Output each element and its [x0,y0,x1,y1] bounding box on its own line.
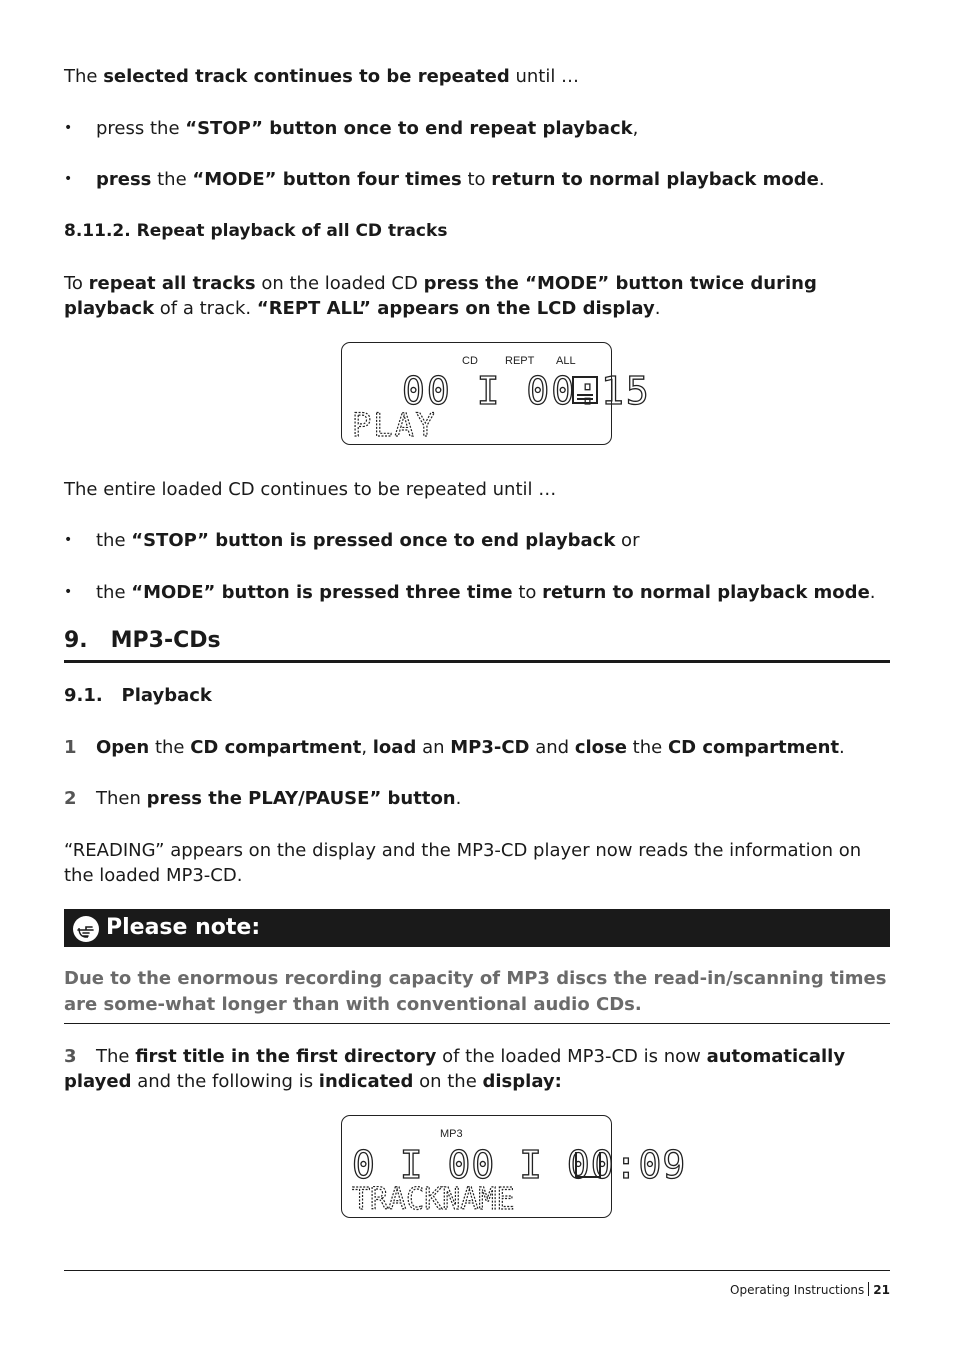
repeat-all-paragraph: To repeat all tracks on the loaded CD press the “MODE” button twice during playback of a track. “REPT ALL” appears on the LCD display. [64,273,817,319]
entire-cd-paragraph: The entire loaded CD continues to be repeated until … [64,479,557,500]
lcd-indicator-all: ALL [556,355,576,367]
lcd-status: TRACKNAME [352,1182,515,1217]
lcd-graphic [342,1116,687,1217]
lcd-indicator-cd: CD [462,355,478,367]
bullet-text: the “MODE” button is pressed three time to return to normal playback mode. [96,582,876,603]
step-text: Then press the PLAY/PAUSE” button. [96,788,462,809]
note-divider [64,1023,890,1024]
footer-separator [868,1282,869,1296]
lcd-display-mp3 [341,1115,687,1218]
bullet-text: press the “STOP” button once to end repeat playback, [96,118,639,139]
step-number: 3 [64,1046,77,1067]
text: until … [509,66,580,87]
bullet-text: the “STOP” button is pressed once to end playback or [96,530,640,551]
bullet-mark: • [64,532,73,548]
footer-divider [64,1270,890,1271]
step-number: 1 [64,737,77,758]
lcd-indicator-rept: REPT [505,355,535,367]
emphasis: selected track continues to be repeated [103,66,510,87]
note-title: Please note: [106,915,261,940]
lcd-graphic [342,343,651,444]
footer-label: Operating Instructions [730,1283,865,1297]
page-number: 21 [873,1283,890,1297]
lcd-indicator-mp3: MP3 [440,1128,463,1140]
lcd-digits: 00 I 00:15 [402,369,651,413]
lcd-digits: 0 I 00 I 00:09 [352,1143,687,1187]
bullet-mark: • [64,171,73,187]
step-number: 2 [64,788,77,809]
note-text: Due to the enormous recording capacity of MP3 discs the read-in/scanning times are some-what longer than with conventional audio CDs. [64,968,887,1015]
section-heading-9 [64,628,890,663]
section-heading-text: 9. MP3-CDs [64,628,221,653]
step-text: The first title in the first directory of the loaded MP3-CD is now automatically played and the following is indicated on the display: [64,1046,846,1092]
step-text: Open the CD compartment, load an MP3-CD and close the CD compartment. [96,737,845,758]
section-heading-8-11-2: 8.11.2. Repeat playback of all CD tracks [64,221,448,241]
bullet-mark: • [64,120,73,136]
lcd-status: PLAY [352,406,438,444]
note-header [64,909,890,947]
bullet-mark: • [64,584,73,600]
section-heading-9-1: 9.1. Playback [64,685,212,706]
footer [730,1282,890,1298]
pointing-hand-icon [73,916,99,942]
lcd-display-repeat-all [341,342,651,445]
reading-paragraph: “READING” appears on the display and the MP3-CD player now reads the information on the loaded MP3-CD. [64,840,862,886]
text: The [64,66,104,87]
bullet-text: press the “MODE” button four times to return to normal playback mode. [96,169,825,190]
intro-paragraph [64,64,890,89]
